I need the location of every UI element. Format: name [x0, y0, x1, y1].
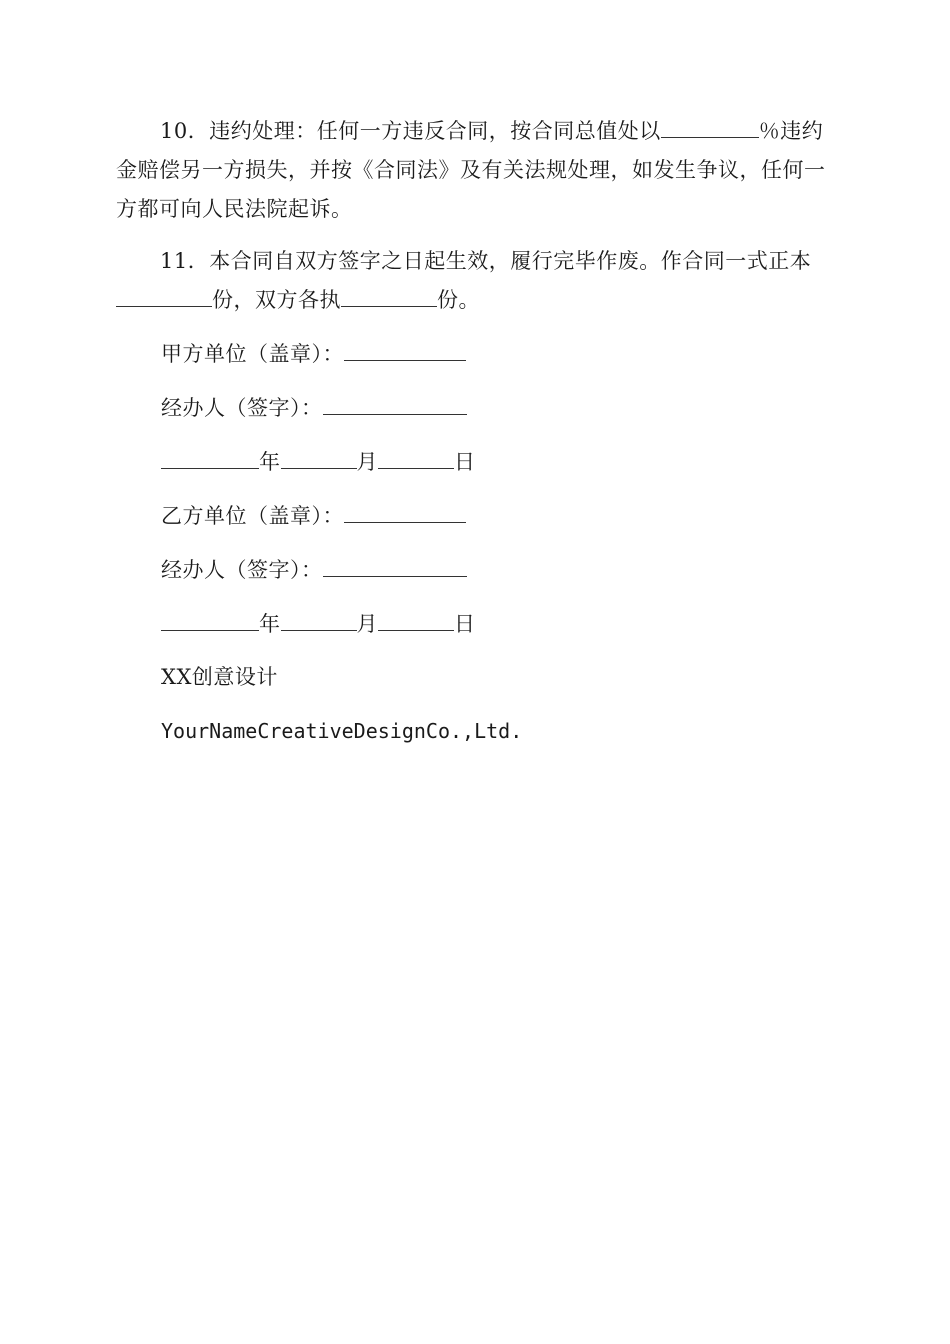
party-b-unit-label: 乙方单位（盖章）： [161, 504, 344, 528]
penalty-percent-blank [661, 115, 759, 138]
party-b-month: 月 [356, 612, 378, 636]
original-copies-blank [116, 284, 212, 307]
party-b-unit-line [161, 500, 466, 531]
party-a-year: 年 [259, 450, 281, 474]
clause-11-suffix: 份。 [437, 288, 480, 312]
company-name-cn-text: XX创意设计 [161, 665, 278, 689]
party-a-month: 月 [356, 450, 378, 474]
party-b-agent-blank [323, 554, 467, 577]
company-name-en [161, 716, 522, 746]
party-b-unit-blank [344, 500, 466, 523]
party-b-month-blank [281, 608, 357, 631]
party-b-agent-label: 经办人（签字）： [161, 558, 323, 582]
copies-each-blank [341, 284, 437, 307]
party-a-date-line [161, 446, 476, 477]
party-a-day-blank [378, 446, 454, 469]
company-name-cn [161, 662, 278, 692]
clause-11-middle: 份，双方各执 [212, 288, 341, 312]
party-a-agent-blank [323, 392, 467, 415]
party-a-unit-line [161, 338, 466, 369]
clause-10 [116, 112, 836, 229]
party-b-year-blank [161, 608, 259, 631]
party-b-year: 年 [259, 612, 281, 636]
party-b-day-blank [378, 608, 454, 631]
party-a-unit-blank [344, 338, 466, 361]
party-a-agent-line [161, 392, 467, 423]
party-a-month-blank [281, 446, 357, 469]
clause-10-suffix: ％违约金赔偿另一方损失，并按《合同法》及有关法规处理，如发生争议，任何一方都可向人民法院起诉。 [116, 119, 826, 221]
party-b-agent-line [161, 554, 467, 585]
party-b-date-line [161, 608, 476, 639]
clause-11-prefix: 11．本合同自双方签字之日起生效，履行完毕作废。作合同一式正本 [160, 249, 812, 273]
company-name-en-text: YourNameCreativeDesignCo.,Ltd. [161, 719, 523, 743]
clause-10-prefix: 10．违约处理：任何一方违反合同，按合同总值处以 [160, 119, 661, 143]
party-a-year-blank [161, 446, 259, 469]
clause-11 [116, 242, 836, 320]
party-a-agent-label: 经办人（签字）： [161, 396, 323, 420]
party-a-day: 日 [454, 450, 476, 474]
party-a-unit-label: 甲方单位（盖章）： [161, 342, 344, 366]
party-b-day: 日 [454, 612, 476, 636]
